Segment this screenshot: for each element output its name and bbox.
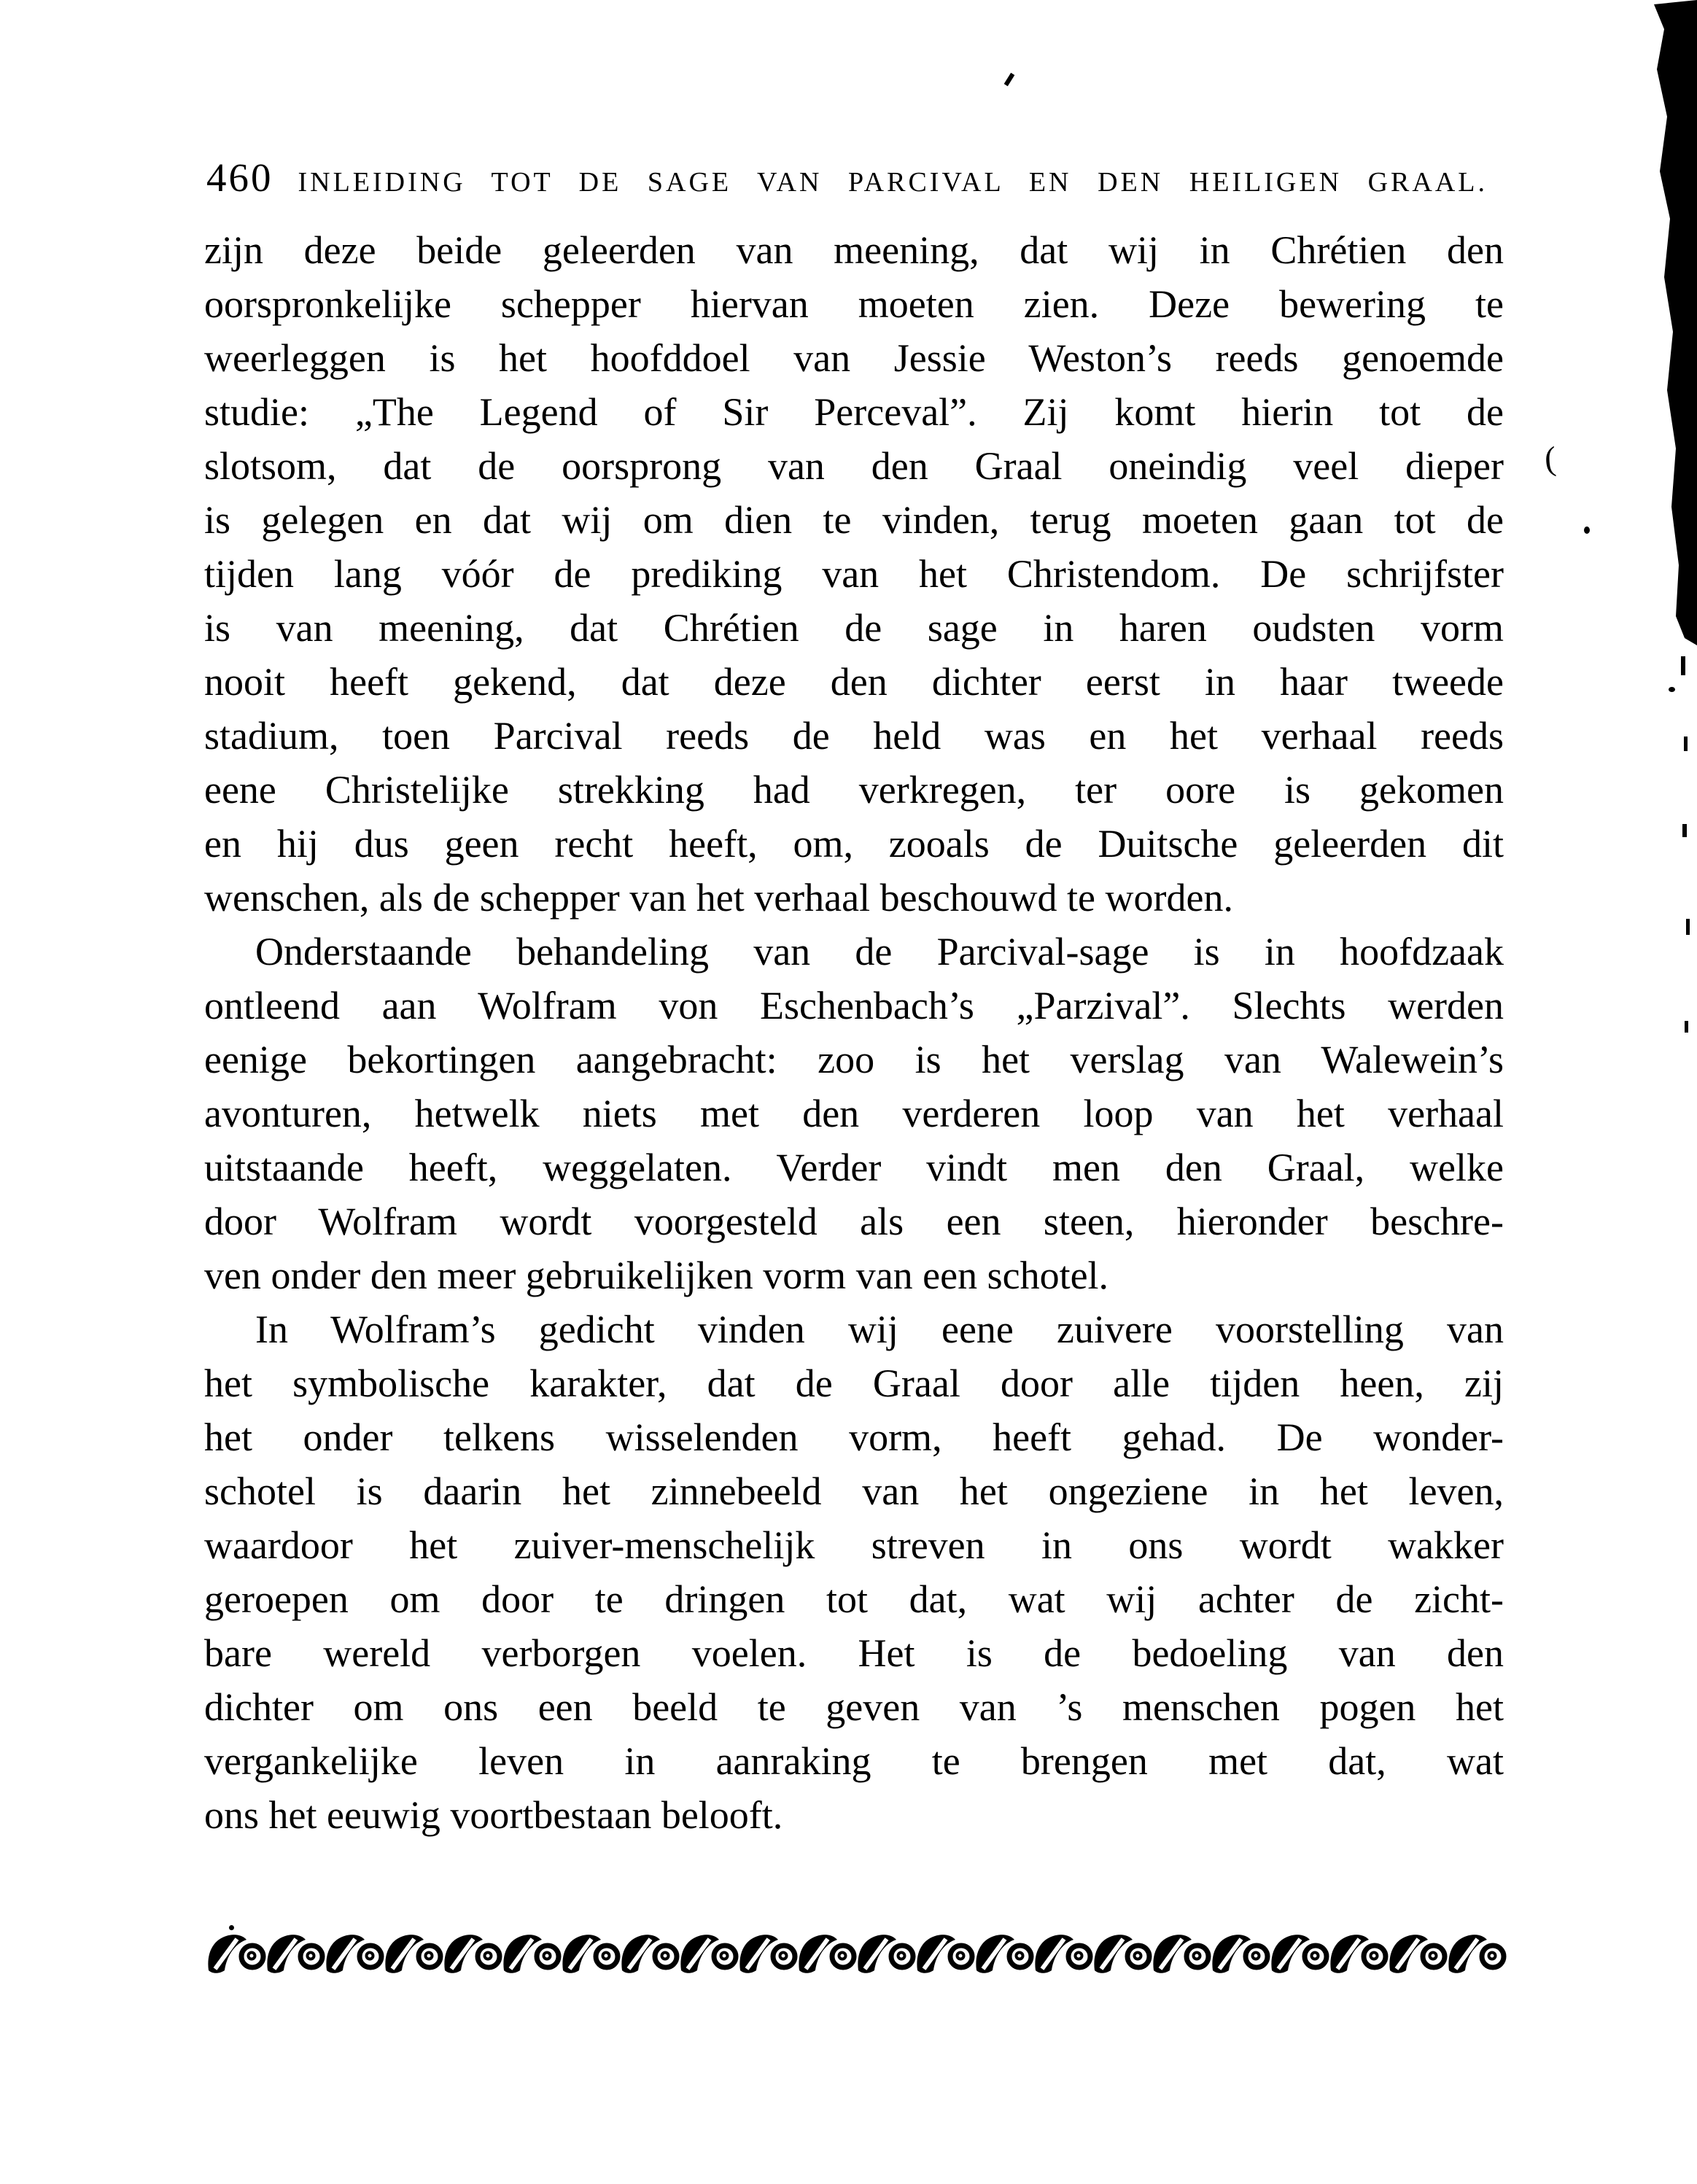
text-line: uitstaande heeft, weggelaten. Verder vindt men den Graal, welke [204, 1146, 1504, 1189]
text-line: het symbolische karakter, dat de Graal door alle tijden heen, zij [204, 1361, 1504, 1405]
text-line: eene Christelijke strekking had verkregen, ter oore is gekomen [204, 768, 1504, 812]
text-line: eenige bekortingen aangebracht: zoo is het verslag van Walewein’s [204, 1038, 1504, 1081]
text-line: en hij dus geen recht heeft, om, zooals de Duitsche geleerden dit [204, 822, 1504, 866]
text-line: het onder telkens wisselenden vorm, heeft gehad. De wonder- [204, 1415, 1504, 1459]
text-line: schotel is daarin het zinnebeeld van het ongeziene in het leven, [204, 1469, 1504, 1513]
text-line: In Wolfram’s gedicht vinden wij eene zuivere voorstelling van [255, 1307, 1504, 1351]
text-line: zijn deze beide geleerden van meening, dat wij in Chrétien den [204, 228, 1504, 272]
text-line: tijden lang vóór de prediking van het Christendom. De schrijfster [204, 552, 1504, 596]
text-line: ven onder den meer gebruikelijken vorm van een schotel. [204, 1254, 1109, 1297]
text-line: stadium, toen Parcival reeds de held was en het verhaal reeds [204, 714, 1504, 758]
scan-speck [229, 1925, 234, 1930]
text-line: ontleend aan Wolfram von Eschenbach’s „Parzival”. Slechts werden [204, 984, 1504, 1027]
text-line: vergankelijke leven in aanraking te brengen met dat, wat [204, 1739, 1504, 1783]
page-number: 460 [206, 155, 273, 200]
text-line: studie: „The Legend of Sir Perceval”. Zij komt hierin tot de [204, 390, 1504, 434]
text-line: oorspronkelijke schepper hiervan moeten zien. Deze bewering te [204, 282, 1504, 326]
scan-speck [1669, 687, 1675, 692]
text-line: door Wolfram wordt voorgesteld als een steen, hieronder beschre- [204, 1200, 1504, 1243]
ornament-band [206, 1934, 1512, 1975]
text-line: ons het eeuwig voortbestaan belooft. [204, 1793, 783, 1837]
text-line: weerleggen is het hoofddoel van Jessie Weston’s reeds genoemde [204, 336, 1504, 380]
scan-speck: ( [1543, 439, 1558, 478]
text-line: Onderstaande behandeling van de Parcival-sage is in hoofdzaak [255, 930, 1504, 974]
scan-edge-artifact [1646, 0, 1697, 1094]
text-line: dichter om ons een beeld te geven van ’s menschen pogen het [204, 1685, 1504, 1729]
text-line: bare wereld verborgen voelen. Het is de bedoeling van den [204, 1631, 1504, 1675]
text-line: nooit heeft gekend, dat deze den dichter eerst in haar tweede [204, 660, 1504, 704]
text-line: slotsom, dat de oorsprong van den Graal oneindig veel dieper [204, 444, 1504, 488]
running-title: INLEIDING TOT DE SAGE VAN PARCIVAL EN DEN HEILIGEN GRAAL. [298, 167, 1488, 198]
text-line: is gelegen en dat wij om dien te vinden, terug moeten gaan tot de [204, 498, 1504, 542]
text-line: geroepen om door te dringen tot dat, wat wij achter de zicht- [204, 1577, 1504, 1621]
body-text [204, 223, 1504, 1842]
text-line: is van meening, dat Chrétien de sage in haren oudsten vorm [204, 606, 1504, 650]
text-line: waardoor het zuiver-menschelijk streven in ons wordt wakker [204, 1523, 1504, 1567]
scan-speck [1584, 526, 1590, 534]
scan-speck [1004, 73, 1015, 86]
page-header [206, 155, 1488, 201]
text-line: wenschen, als de schepper van het verhaal beschouwd te worden. [204, 876, 1233, 920]
text-line: avonturen, hetwelk niets met den verderen loop van het verhaal [204, 1092, 1504, 1135]
